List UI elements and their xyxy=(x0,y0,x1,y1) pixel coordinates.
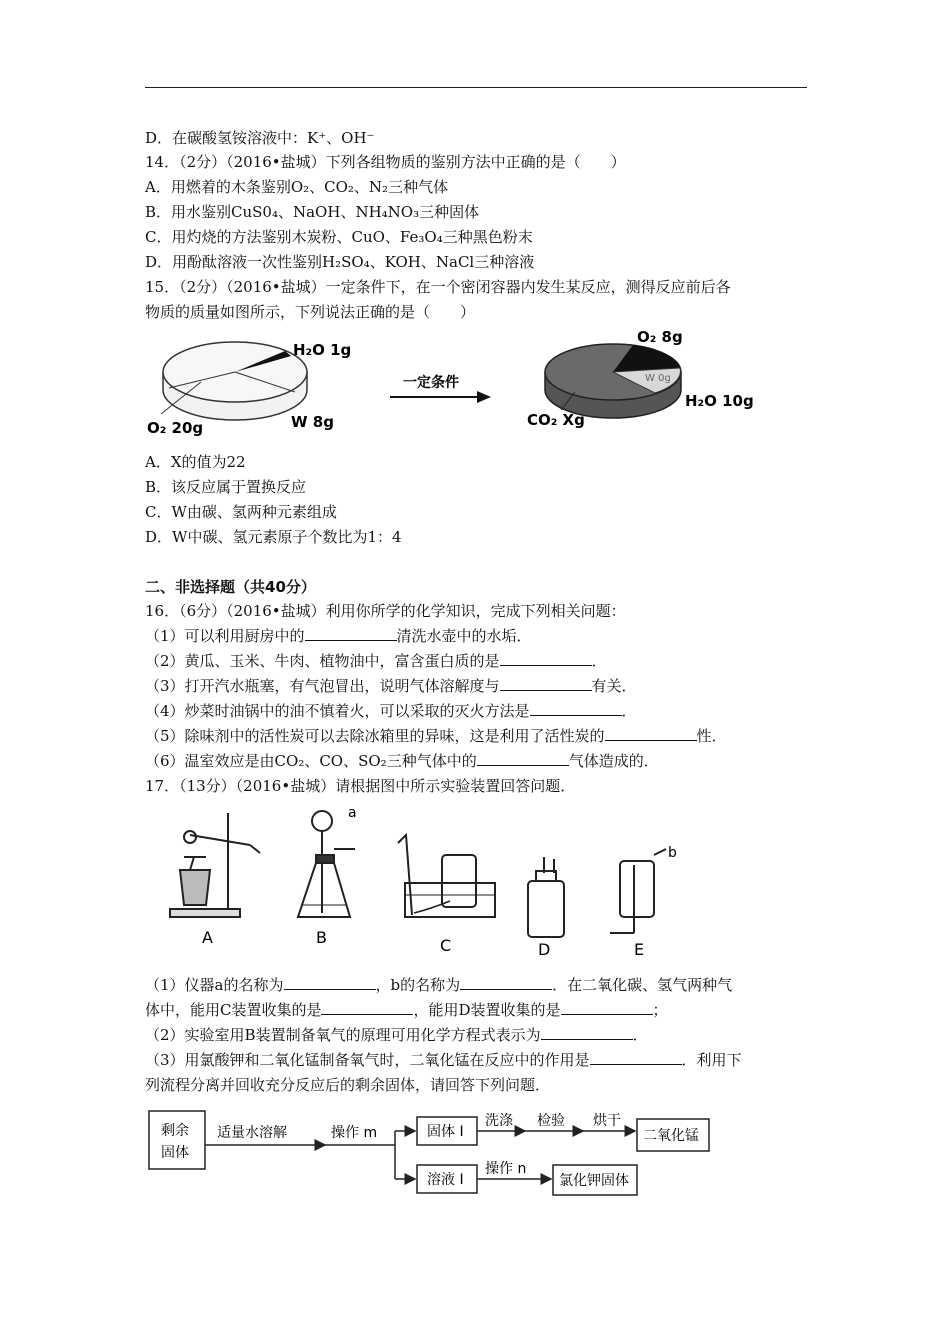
reaction-arrow xyxy=(390,391,491,403)
apparatus-label-c: C xyxy=(440,936,452,955)
flow-step-operation-n: 操作 n xyxy=(485,1161,527,1177)
q17-part1-line1: （1）仪器a的名称为 ，b的名称为 ．在二氧化碳、氢气两种气 xyxy=(145,976,733,994)
q16-part2: （2）黄瓜、玉米、牛肉、植物油中，富含蛋白质的是 ． xyxy=(145,652,607,670)
q15-stem-line2: 物质的质量如图所示，下列说法正确的是（ ） xyxy=(145,303,476,321)
flow-residue-label-1: 剩余 xyxy=(161,1123,189,1139)
apparatus-b xyxy=(298,811,355,917)
flow-step-test: 检验 xyxy=(537,1113,565,1129)
answer-blank[interactable] xyxy=(500,676,592,691)
apparatus-label-a-marker: a xyxy=(348,805,357,821)
q14-stem: 14．（2分）（2016•盐城）下列各组物质的鉴别方法中正确的是（ ） xyxy=(145,153,626,171)
answer-blank[interactable] xyxy=(460,975,552,990)
flow-step-dry: 烘干 xyxy=(593,1113,621,1129)
apparatus-d xyxy=(528,857,564,937)
pie-after-o2-label: O₂ 8g xyxy=(637,330,683,346)
q15-option-d: D．W中碳、氢元素原子个数比为1：4 xyxy=(145,528,402,546)
flow-residue-label-2: 固体 xyxy=(161,1145,189,1161)
apparatus-label-d: D xyxy=(538,940,551,959)
q16-part6: （6）温室效应是由CO₂、CO、SO₂三种气体中的 气体造成的． xyxy=(145,752,659,770)
answer-blank[interactable] xyxy=(590,1050,682,1065)
flow-solution-label: 溶液 I xyxy=(427,1172,464,1188)
answer-blank[interactable] xyxy=(530,701,622,716)
q17-stem: 17．（13分）（2016•盐城）请根据图中所示实验装置回答问题． xyxy=(145,777,576,795)
answer-blank[interactable] xyxy=(477,751,569,766)
apparatus-a xyxy=(170,813,260,917)
separation-flowchart xyxy=(145,1105,725,1205)
reaction-condition-label: 一定条件 xyxy=(403,375,459,391)
pie-before-h2o-label: H₂O 1g xyxy=(293,341,352,359)
answer-blank[interactable] xyxy=(284,975,376,990)
apparatus-label-e: E xyxy=(634,940,645,959)
q14-option-d: D．用酚酞溶液一次性鉴别H₂SO₄、KOH、NaCl三种溶液 xyxy=(145,253,535,271)
pie-before xyxy=(161,342,307,420)
q15-option-c: C．W由碳、氢两种元素组成 xyxy=(145,503,337,521)
q16-part1: （1）可以利用厨房中的 清洗水壶中的水垢． xyxy=(145,627,532,645)
q14-option-a: A．用燃着的木条鉴别O₂、CO₂、N₂三种气体 xyxy=(145,178,449,196)
section-2-heading: 二、非选择题（共40分） xyxy=(145,578,316,596)
answer-blank[interactable] xyxy=(541,1025,633,1040)
flow-step-operation-m: 操作 m xyxy=(331,1125,378,1141)
pie-after-h2o-label: H₂O 10g xyxy=(685,392,754,410)
answer-blank[interactable] xyxy=(605,726,697,741)
apparatus-c xyxy=(398,835,495,917)
answer-blank[interactable] xyxy=(561,1000,653,1015)
apparatus-e xyxy=(610,849,666,933)
q16-stem: 16．（6分）（2016•盐城）利用你所学的化学知识，完成下列相关问题： xyxy=(145,602,626,620)
reaction-pie-figure xyxy=(145,330,765,442)
flow-solid-label: 固体 I xyxy=(427,1124,464,1140)
q15-option-b: B．该反应属于置换反应 xyxy=(145,478,307,496)
flow-step-wash: 洗涤 xyxy=(485,1113,513,1129)
flow-kcl-label: 氯化钾固体 xyxy=(559,1173,629,1189)
apparatus-label-b-marker: b xyxy=(668,845,677,861)
pie-before-o2-label: O₂ 20g xyxy=(147,419,204,437)
header-rule xyxy=(145,87,807,88)
q17-part1-line2: 体中，能用C装置收集的是 ，能用D装置收集的是 ； xyxy=(145,1001,668,1019)
answer-blank[interactable] xyxy=(305,626,397,641)
q17-part3-line2: 列流程分离并回收充分反应后的剩余固体，请回答下列问题． xyxy=(145,1076,551,1094)
q13-option-d: D．在碳酸氢铵溶液中：K⁺、OH⁻ xyxy=(145,129,375,147)
q16-part3: （3）打开汽水瓶塞，有气泡冒出，说明气体溶解度与 有关． xyxy=(145,677,637,695)
pie-after-inner-label: W 0g xyxy=(645,373,671,384)
pie-before-w-label: W 8g xyxy=(291,413,334,431)
q15-option-a: A．X的值为22 xyxy=(145,453,246,471)
apparatus-label-b: B xyxy=(316,928,327,947)
q15-stem-line1: 15．（2分）（2016•盐城）一定条件下，在一个密闭容器内发生某反应，测得反应前后各 xyxy=(145,278,731,296)
q17-part2: （2）实验室用B装置制备氧气的原理可用化学方程式表示为 ． xyxy=(145,1026,648,1044)
q17-part3-line1: （3）用氯酸钾和二氧化锰制备氧气时，二氧化锰在反应中的作用是 ．利用下 xyxy=(145,1051,742,1069)
answer-blank[interactable] xyxy=(321,1000,413,1015)
flow-mno2-label: 二氧化锰 xyxy=(643,1128,699,1144)
q16-part5: （5）除味剂中的活性炭可以去除冰箱里的异味，这是利用了活性炭的 性． xyxy=(145,727,727,745)
apparatus-label-a: A xyxy=(202,928,213,947)
q16-part4: （4）炒菜时油锅中的油不慎着火，可以采取的灭火方法是 ． xyxy=(145,702,637,720)
apparatus-figure xyxy=(150,805,710,965)
answer-blank[interactable] xyxy=(500,651,592,666)
q14-option-b: B．用水鉴别CuS0₄、NaOH、NH₄NO₃三种固体 xyxy=(145,203,480,221)
q14-option-c: C．用灼烧的方法鉴别木炭粉、CuO、Fe₃O₄三种黑色粉末 xyxy=(145,228,533,246)
flow-step-dissolve: 适量水溶解 xyxy=(217,1125,287,1141)
pie-after-co2-label: CO₂ Xg xyxy=(527,411,585,429)
